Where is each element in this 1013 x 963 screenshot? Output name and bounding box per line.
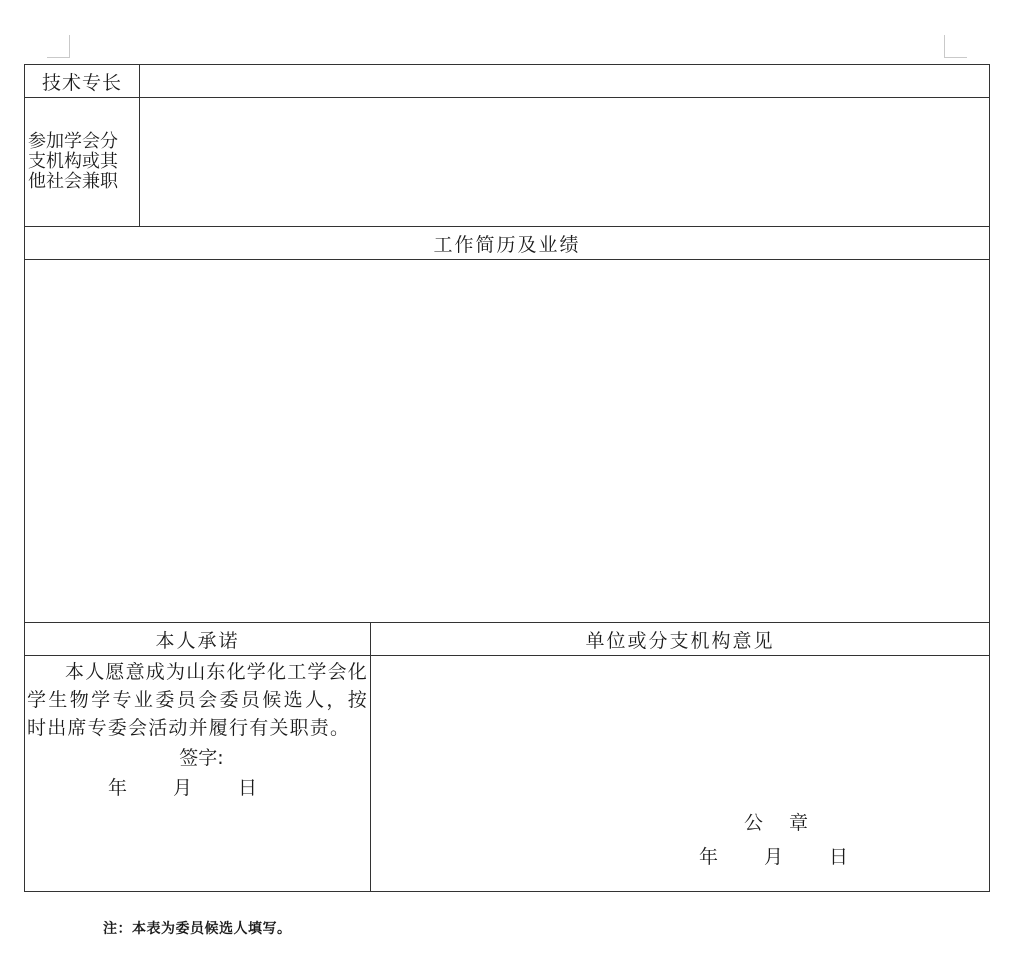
opinion-date-day: 日 (829, 846, 849, 868)
pledge-opinion-row (25, 656, 990, 892)
pledge-date-year: 年 (107, 777, 127, 799)
signature-label: 签字: (179, 747, 224, 769)
work-history-row (25, 260, 990, 623)
opinion-cell[interactable] (371, 656, 990, 892)
work-history-field[interactable] (25, 260, 990, 623)
signature-line[interactable] (27, 744, 368, 772)
page-corner-mark-top-right (944, 35, 967, 58)
work-history-header: 工作简历及业绩 (25, 227, 990, 260)
footnote: 注：本表为委员候选人填写。 (103, 921, 292, 937)
page-corner-mark-top-left (47, 35, 70, 58)
tech-specialty-field[interactable] (140, 65, 990, 98)
pledge-date-day: 日 (238, 777, 258, 799)
tech-specialty-label: 技术专长 (25, 65, 140, 98)
pledge-cell (25, 656, 371, 892)
opinion-date-year: 年 (699, 846, 719, 868)
concurrent-post-label-line-1: 参加学会分 (28, 131, 118, 152)
pledge-date-line[interactable] (27, 774, 368, 802)
official-seal-label (744, 808, 808, 835)
pledge-date-month: 月 (172, 777, 192, 799)
concurrent-post-label-line-3: 他社会兼职 (28, 171, 118, 192)
tech-specialty-row (25, 65, 990, 98)
work-history-header-row (25, 227, 990, 260)
seal-char-1: 公 (744, 812, 764, 834)
candidate-form-table (24, 64, 990, 892)
pledge-text: 本人愿意成为山东化学化工学会化学生物学专业委员会委员候选人，按时出席专委会活动并履行有关职责。 (27, 661, 369, 739)
opinion-date-month: 月 (764, 846, 784, 868)
concurrent-post-label (25, 98, 140, 227)
opinion-date-line[interactable] (699, 842, 848, 869)
seal-char-2: 章 (789, 812, 809, 834)
opinion-header: 单位或分支机构意见 (371, 623, 990, 656)
pledge-opinion-header-row (25, 623, 990, 656)
concurrent-post-label-line-2: 支机构或其 (28, 151, 118, 172)
concurrent-post-row (25, 98, 990, 227)
concurrent-post-field[interactable] (140, 98, 990, 227)
pledge-header: 本人承诺 (25, 623, 371, 656)
